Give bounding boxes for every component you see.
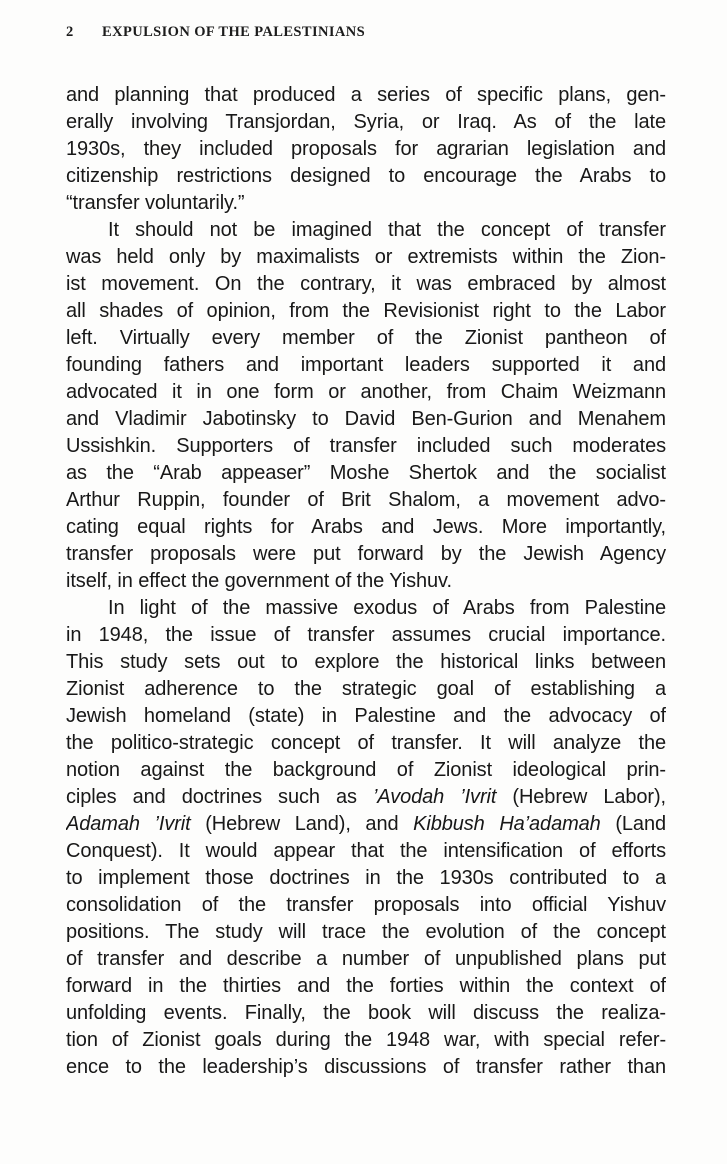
text-line: all shades of opinion, from the Revisionist right to the Labor	[66, 300, 666, 322]
text-line: transfer proposals were put forward by the Jewish Agency	[66, 543, 666, 565]
page-body	[66, 82, 666, 1081]
text-line: advocated it in one form or another, from Chaim Weizmann	[66, 381, 666, 403]
text-line: Conquest). It would appear that the intensification of efforts	[66, 840, 666, 862]
text-line: tion of Zionist goals during the 1948 war, with special refer-	[66, 1029, 666, 1051]
text-line: founding fathers and important leaders supported it and	[66, 354, 666, 376]
italic-phrase: ’Avodah ’Ivrit	[372, 786, 497, 808]
text-line: ist movement. On the contrary, it was embraced by almost	[66, 273, 666, 295]
text-line: of transfer and describe a number of unpublished plans put	[66, 948, 666, 970]
text-line: to implement those doctrines in the 1930s contributed to a	[66, 867, 666, 889]
text-line: “transfer voluntarily.”	[66, 192, 245, 214]
text-line	[66, 784, 666, 811]
text-line: in 1948, the issue of transfer assumes crucial importance.	[66, 624, 666, 646]
italic-phrase: Adamah ’Ivrit	[66, 813, 191, 835]
text-line: positions. The study will trace the evolution of the concept	[66, 921, 666, 943]
text-line: Arthur Ruppin, founder of Brit Shalom, a movement advo-	[66, 489, 666, 511]
running-title: EXPULSION OF THE PALESTINIANS	[102, 24, 366, 40]
text-segment: (Hebrew Labor),	[496, 786, 666, 808]
text-line: erally involving Transjordan, Syria, or Iraq. As of the late	[66, 111, 666, 133]
paragraph	[66, 217, 666, 595]
text-line: and Vladimir Jabotinsky to David Ben-Gurion and Menahem	[66, 408, 666, 430]
text-line: notion against the background of Zionist ideological prin-	[66, 759, 666, 781]
page-number: 2	[66, 24, 74, 40]
text-line: and planning that produced a series of specific plans, gen-	[66, 84, 666, 106]
text-line: citizenship restrictions designed to encourage the Arabs to	[66, 165, 666, 187]
text-segment: (Land	[600, 813, 666, 835]
paragraph	[66, 595, 666, 1081]
text-line: Zionist adherence to the strategic goal of establishing a	[66, 678, 666, 700]
text-segment: (Hebrew Land), and	[190, 813, 414, 835]
text-line: 1930s, they included proposals for agrarian legislation and	[66, 138, 666, 160]
text-line: cating equal rights for Arabs and Jews. More importantly,	[66, 516, 666, 538]
text-line: This study sets out to explore the historical links between	[66, 651, 666, 673]
text-line: It should not be imagined that the concept of transfer	[108, 219, 666, 241]
text-line: was held only by maximalists or extremists within the Zion-	[66, 246, 666, 268]
page-header	[66, 24, 667, 41]
text-segment: ciples and doctrines such as	[66, 786, 373, 808]
text-line	[66, 811, 666, 838]
text-line: consolidation of the transfer proposals into official Yishuv	[66, 894, 666, 916]
paragraph	[66, 82, 666, 217]
italic-phrase: Kibbush Ha’adamah	[413, 813, 601, 835]
text-line: Jewish homeland (state) in Palestine and the advocacy of	[66, 705, 666, 727]
text-line: the politico-strategic concept of transfer. It will analyze the	[66, 732, 666, 754]
text-line: as the “Arab appeaser” Moshe Shertok and the socialist	[66, 462, 666, 484]
text-line: Ussishkin. Supporters of transfer included such moderates	[66, 435, 666, 457]
text-line: itself, in effect the government of the Yishuv.	[66, 570, 452, 592]
text-line: In light of the massive exodus of Arabs from Palestine	[108, 597, 666, 619]
text-line: unfolding events. Finally, the book will discuss the realiza-	[66, 1002, 666, 1024]
text-line: ence to the leadership’s discussions of transfer rather than	[66, 1056, 666, 1078]
text-line: left. Virtually every member of the Zionist pantheon of	[66, 327, 666, 349]
text-line: forward in the thirties and the forties within the context of	[66, 975, 666, 997]
